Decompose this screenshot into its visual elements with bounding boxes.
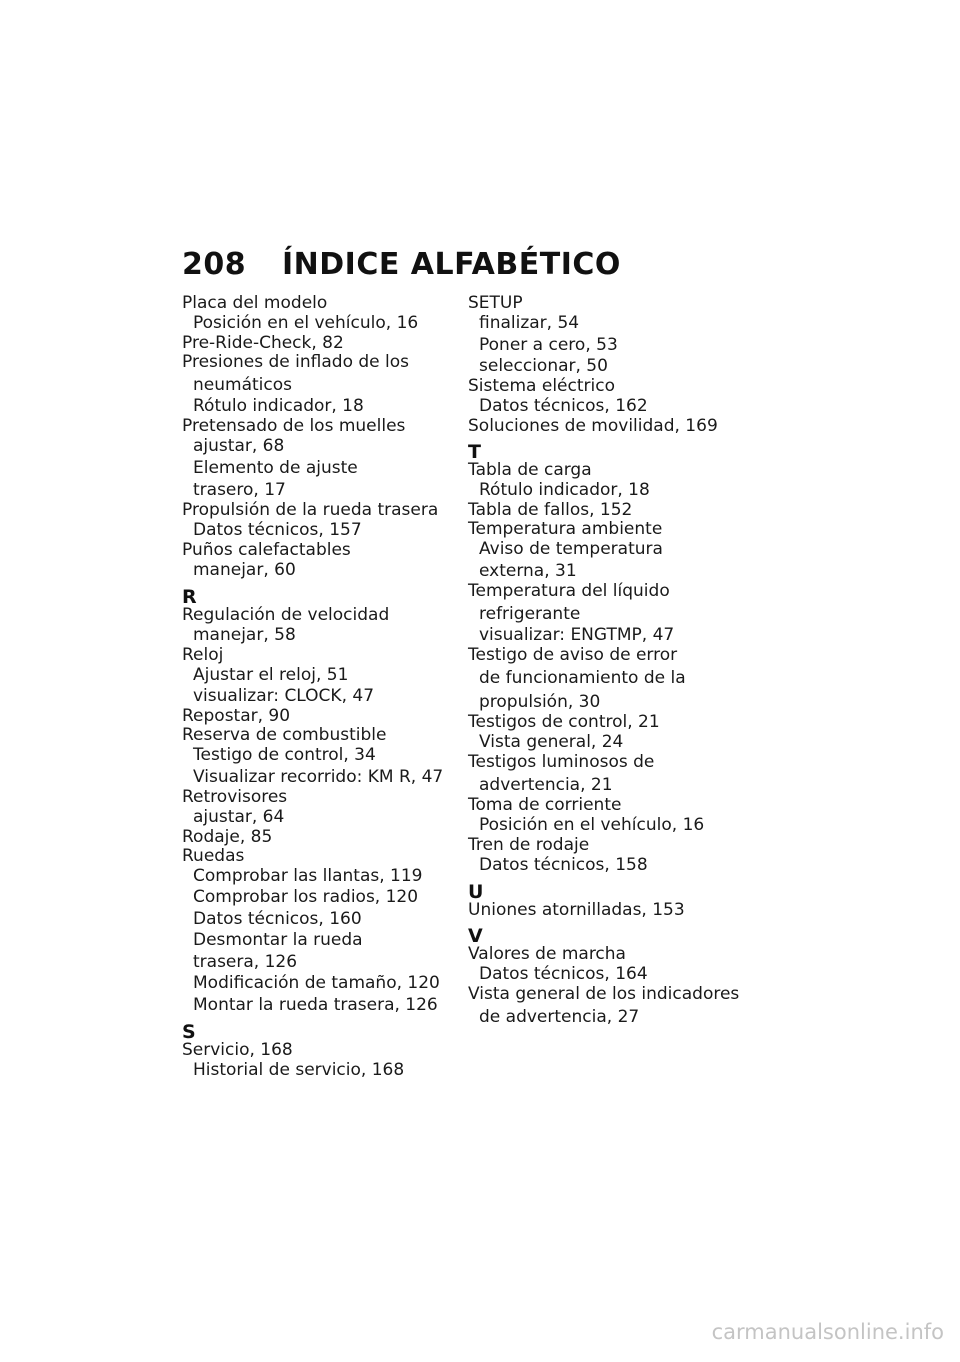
index-entry-heading: SETUP [468,293,523,313]
index-subentry: manejar, 58 [193,624,296,645]
index-entry-heading: Tabla de fallos, 152 [468,500,633,520]
index-section-letter: T [468,441,481,463]
index-entry [468,836,753,876]
index-entry [182,353,467,417]
page-header [182,244,621,284]
index-subentry: Desmontar la rueda [193,930,363,950]
index-entry-heading: Soluciones de movilidad, 169 [468,416,718,436]
index-entry-heading: Toma de corriente [468,795,622,815]
index-entry-heading-continued: refrigerante [479,604,581,624]
index-subentry: visualizar: CLOCK, 47 [193,686,375,706]
index-entry-heading: Tabla de carga [468,460,592,480]
index-entry [468,461,753,501]
index-entry [468,796,753,836]
index-entry-heading: Testigos de control, 21 [468,712,660,732]
index-entry-heading: Retrovisores [182,786,288,807]
index-subentry: Rótulo indicador, 18 [193,396,364,416]
index-subentry: Modificación de tamaño, 120 [193,973,440,993]
index-entry [468,582,753,646]
index-entry-heading: Tren de rodaje [468,835,590,855]
index-entry-heading: Testigos luminosos de [468,752,655,772]
index-entry [468,377,753,417]
index-subentry: Datos técnicos, 157 [193,519,362,540]
index-entry [182,417,467,501]
index-entry [468,417,753,436]
index-subentry: manejar, 60 [193,559,296,580]
index-entry [182,788,467,828]
index-entry-heading: Vista general de los indicadores [468,984,740,1004]
index-section-letter: S [182,1020,196,1043]
index-entry [182,334,467,353]
index-entry-heading-continued: advertencia, 21 [479,775,613,795]
index-entry [468,520,753,582]
index-entry-heading: Servicio, 168 [182,1039,293,1060]
index-subentry: ajustar, 68 [193,436,285,456]
index-entry [182,726,467,788]
index-subentry: Testigo de control, 34 [193,745,376,765]
index-subentry: Comprobar los radios, 120 [193,887,419,907]
index-entry-heading: Reloj [182,644,224,665]
index-subentry: seleccionar, 50 [479,356,608,376]
index-entry-heading: Propulsión de la rueda trasera [182,499,439,520]
index-entry-heading: Valores de marcha [468,944,626,964]
index-section-letter: V [468,925,483,947]
index-entry [182,847,467,1016]
index-entry [468,753,753,796]
index-entry-heading-continued: propulsión, 30 [479,692,601,712]
index-entry [468,945,753,985]
index-entry [468,901,753,920]
index-entry-heading: Pretensado de los muelles [182,416,406,436]
index-entry-heading: Rodaje, 85 [182,826,273,847]
index-entry-heading: Reserva de combustible [182,725,387,745]
index-entry-heading: Repostar, 90 [182,706,291,726]
index-subentry-continued: trasero, 17 [193,479,286,500]
index-column-left [182,294,467,1081]
index-section-letter: R [182,585,197,608]
watermark: carmanualsonline.info [711,1320,944,1344]
index-subentry: Datos técnicos, 164 [479,964,648,984]
index-subentry: Posición en el vehículo, 16 [479,815,705,835]
index-entry-heading-continued: de funcionamiento de la [479,668,686,688]
index-column-right [468,294,753,1028]
index-entry [468,646,753,713]
index-subentry: Elemento de ajuste [193,457,358,478]
index-entry-heading: Ruedas [182,845,245,866]
index-subentry: finalizar, 54 [479,313,580,333]
index-entry-heading: Testigo de aviso de error [468,645,678,665]
index-entry-heading-continued: neumáticos [193,375,292,395]
index-entry [182,501,467,541]
index-entry [182,606,467,646]
index-subentry: Aviso de temperatura [479,539,663,559]
index-subentry: Vista general, 24 [479,732,624,752]
index-entry [468,294,753,377]
index-section-letter: U [468,881,484,903]
index-entry [468,501,753,520]
index-subentry: visualizar: ENGTMP, 47 [479,625,675,645]
index-subentry: Historial de servicio, 168 [193,1059,405,1080]
index-entry [182,646,467,708]
index-entry-heading: Temperatura del líquido [468,581,670,601]
index-entry-heading: Puños calefactables [182,539,351,560]
index-subentry: Visualizar recorrido: KM R, 47 [193,766,444,787]
index-subentry: ajustar, 64 [193,806,285,827]
index-entry-heading: Placa del modelo [182,293,328,313]
index-entry-heading: Presiones de inflado de los [182,352,410,372]
index-entry-heading: Regulación de velocidad [182,604,390,625]
index-subentry: Ajustar el reloj, 51 [193,664,349,685]
index-subentry-continued: externa, 31 [479,561,577,581]
index-entry [182,828,467,847]
index-subentry-continued: trasera, 126 [193,952,298,972]
index-entry [468,713,753,753]
index-subentry: Datos técnicos, 162 [479,396,648,416]
index-subentry: Poner a cero, 53 [479,334,618,355]
index-entry [182,541,467,581]
index-subentry: Montar la rueda trasera, 126 [193,994,438,1015]
index-entry-heading: Temperatura ambiente [468,519,663,539]
index-entry [182,1041,467,1081]
page-title: ÍNDICE ALFABÉTICO [282,246,621,282]
index-subentry: Comprobar las llantas, 119 [193,865,423,886]
index-entry-heading-continued: de advertencia, 27 [479,1007,640,1027]
index-entry-heading: Uniones atornilladas, 153 [468,900,685,920]
index-subentry: Posición en el vehículo, 16 [193,313,419,333]
index-subentry: Rótulo indicador, 18 [479,480,650,500]
index-subentry: Datos técnicos, 158 [479,855,648,875]
index-entry-heading: Sistema eléctrico [468,376,615,396]
index-entry [182,707,467,726]
index-entry [468,985,753,1028]
page-number: 208 [182,246,247,282]
index-subentry: Datos técnicos, 160 [193,908,362,929]
index-entry-heading: Pre-Ride-Check, 82 [182,333,344,353]
index-entry [182,294,467,334]
